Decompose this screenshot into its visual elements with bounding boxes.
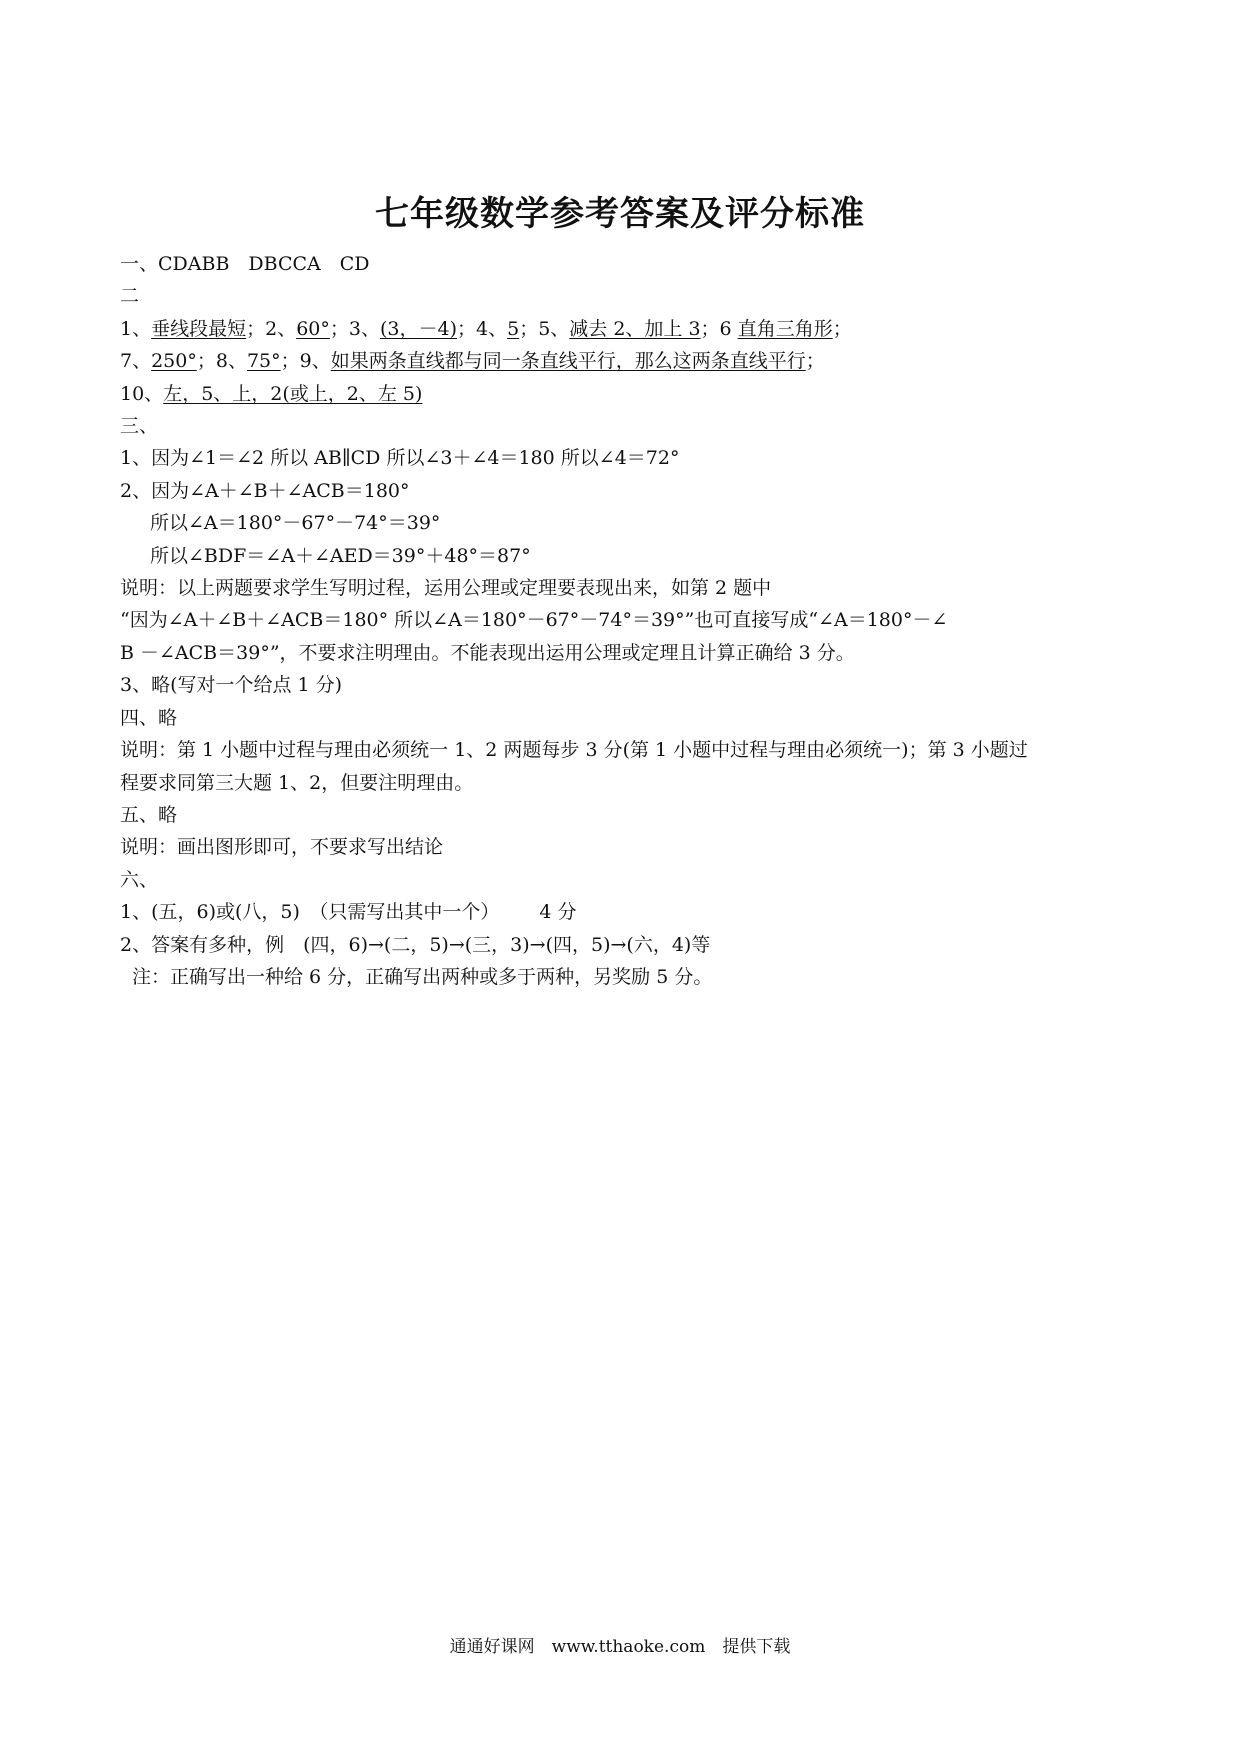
section-2-line-2 xyxy=(120,345,1130,377)
text: ；2、 xyxy=(246,317,297,340)
section-3-item-2: 2、因为∠A＋∠B＋∠ACB＝180° xyxy=(120,479,410,502)
section-6-item-2: 2、答案有多种，例 (四，6)→(二，5)→(三，3)→(四，5)→(六，4)等 xyxy=(120,933,711,956)
underlined-answer: 垂线段最短 xyxy=(151,317,247,340)
section-3-item-2-step: 所以∠A＝180°－67°－74°＝39° xyxy=(150,512,441,535)
page-title: 七年级数学参考答案及评分标准 xyxy=(375,194,865,234)
page-footer: 通通好课网 www.tthaoke.com 提供下载 xyxy=(449,1637,791,1657)
section-6-note: 注：正确写出一种给 6 分，正确写出两种或多于两种，另奖励 5 分。 xyxy=(132,965,713,988)
underlined-answer: 减去 2、加上 3 xyxy=(569,317,701,340)
text: ；3、 xyxy=(329,317,380,340)
underlined-answer: 直角三角形 xyxy=(737,317,833,340)
underlined-answer: (3，－4) xyxy=(379,317,457,340)
underlined-answer: 如果两条直线都与同一条直线平行，那么这两条直线平行 xyxy=(330,350,806,373)
section-2-line-1 xyxy=(120,313,1130,345)
section-3-note: B －∠ACB＝39°”，不要求注明理由。不能表现出运用公理或定理且计算正确给 3 分。 xyxy=(120,641,855,664)
section-6-heading: 六、 xyxy=(120,868,159,891)
section-3-heading: 三、 xyxy=(120,415,159,438)
section-3-item-1: 1、因为∠1＝∠2 所以 AB∥CD 所以∠3＋∠4＝180 所以∠4＝72° xyxy=(120,447,680,470)
section-6-item-1 xyxy=(120,896,1130,928)
underlined-answer: 60° xyxy=(296,317,330,340)
section-4-note: 程要求同第三大题 1、2，但要注明理由。 xyxy=(120,771,474,794)
underlined-answer: 左，5、上，2(或上，2、左 5) xyxy=(163,382,423,405)
text: ；5、 xyxy=(519,317,570,340)
score: 4 分 xyxy=(539,901,577,924)
section-4-note: 说明：第 1 小题中过程与理由必须统一 1、2 两题每步 3 分(第 1 小题中过程与理由必须统一)；第 3 小题过 xyxy=(120,739,1028,762)
text: ；4、 xyxy=(457,317,508,340)
text: 10、 xyxy=(120,382,164,405)
text: ；8、 xyxy=(196,350,247,373)
section-3-item-3: 3、略(写对一个给点 1 分) xyxy=(120,674,343,697)
section-1-answers: 一、CDABB DBCCA CD xyxy=(120,253,370,275)
text: 1、(五，6)或(八，5) （只需写出其中一个） xyxy=(120,901,500,924)
section-4-heading: 四、略 xyxy=(120,706,178,729)
text: ； xyxy=(832,317,852,340)
section-5-heading: 五、略 xyxy=(120,803,178,826)
text: 7、 xyxy=(120,350,152,373)
text: 1、 xyxy=(120,317,152,340)
section-3-note: 说明：以上两题要求学生写明过程，运用公理或定理要表现出来，如第 2 题中 xyxy=(120,577,772,600)
text: ；9、 xyxy=(280,350,331,373)
text: ；6 xyxy=(700,317,738,340)
section-3-note: “因为∠A＋∠B＋∠ACB＝180° 所以∠A＝180°－67°－74°＝39°”也可直接写成“∠A＝180°－∠ xyxy=(120,609,948,632)
underlined-answer: 75° xyxy=(246,350,281,373)
answer-content xyxy=(120,248,1130,993)
section-2-line-3 xyxy=(120,378,1130,410)
section-3-item-2-step: 所以∠BDF＝∠A＋∠AED＝39°＋48°＝87° xyxy=(150,544,531,567)
underlined-answer: 5 xyxy=(507,317,520,340)
underlined-answer: 250° xyxy=(151,350,197,373)
section-5-note: 说明：画出图形即可，不要求写出结论 xyxy=(120,836,444,859)
section-2-heading: 二 xyxy=(120,285,140,308)
text: ； xyxy=(805,350,825,373)
